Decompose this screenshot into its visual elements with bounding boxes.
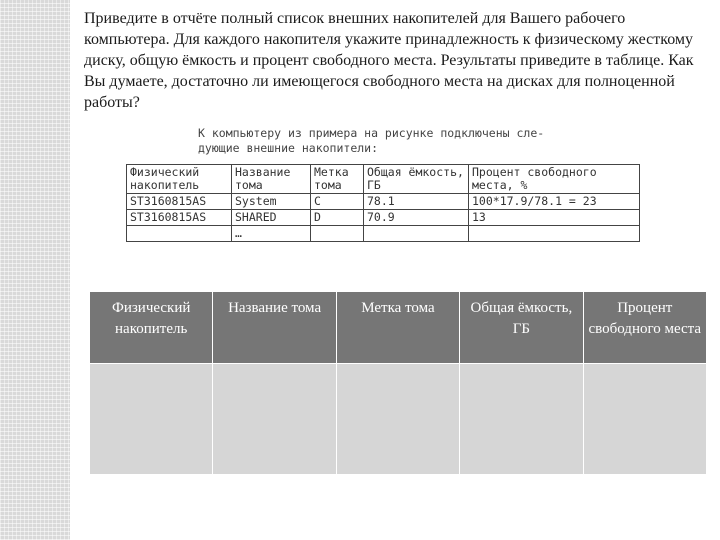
example-cell: 70.9	[364, 210, 469, 226]
example-header-cell: Физический накопитель	[127, 165, 232, 194]
answer-header-free-percent: Процент свободного места	[583, 292, 706, 364]
example-cell: System	[232, 194, 311, 210]
example-figure	[126, 126, 646, 242]
example-cell: C	[311, 194, 364, 210]
example-cell: 100*17.9/78.1 = 23	[469, 194, 640, 210]
example-cell	[127, 226, 232, 242]
example-intro-text: К компьютеру из примера на рисунке подключены сле- дующие внешние накопители:	[198, 126, 545, 155]
answer-table	[89, 291, 707, 475]
example-cell: SHARED	[232, 210, 311, 226]
task-question: Приведите в отчёте полный список внешних накопителей для Вашего рабочего компьютера. Для каждого накопителя укажите принадлежность к физическому жесткому диску, общую ёмкость и процент свободного места. Результаты приведите в таблице. Как Вы думаете, достаточно ли имеющегося свободного места на дисках для полноценной работы?	[84, 10, 694, 111]
example-cell	[311, 226, 364, 242]
example-cell: D	[311, 210, 364, 226]
example-table	[126, 164, 640, 242]
example-cell: ST3160815AS	[127, 194, 232, 210]
answer-header-total-capacity: Общая ёмкость, ГБ	[460, 292, 583, 364]
example-header-cell: Общая ёмкость, ГБ	[364, 165, 469, 194]
example-header-row	[127, 165, 640, 194]
example-cell	[469, 226, 640, 242]
example-cell: 13	[469, 210, 640, 226]
answer-cell[interactable]	[90, 364, 213, 475]
answer-header-volume-name: Название тома	[213, 292, 336, 364]
example-header-cell: Метка тома	[311, 165, 364, 194]
example-header-cell: Процент свободного места, %	[469, 165, 640, 194]
answer-cell[interactable]	[336, 364, 459, 475]
example-cell	[364, 226, 469, 242]
example-row	[127, 226, 640, 242]
answer-cell[interactable]	[583, 364, 706, 475]
answer-row	[90, 364, 707, 475]
decorative-side-stripe	[0, 0, 70, 540]
answer-cell[interactable]	[460, 364, 583, 475]
answer-header-physical-drive: Физический накопитель	[90, 292, 213, 364]
example-row	[127, 210, 640, 226]
example-header-cell: Название тома	[232, 165, 311, 194]
example-row	[127, 194, 640, 210]
example-cell: …	[232, 226, 311, 242]
example-cell: 78.1	[364, 194, 469, 210]
answer-cell[interactable]	[213, 364, 336, 475]
answer-header-row	[90, 292, 707, 364]
example-cell: ST3160815AS	[127, 210, 232, 226]
answer-header-volume-label: Метка тома	[336, 292, 459, 364]
